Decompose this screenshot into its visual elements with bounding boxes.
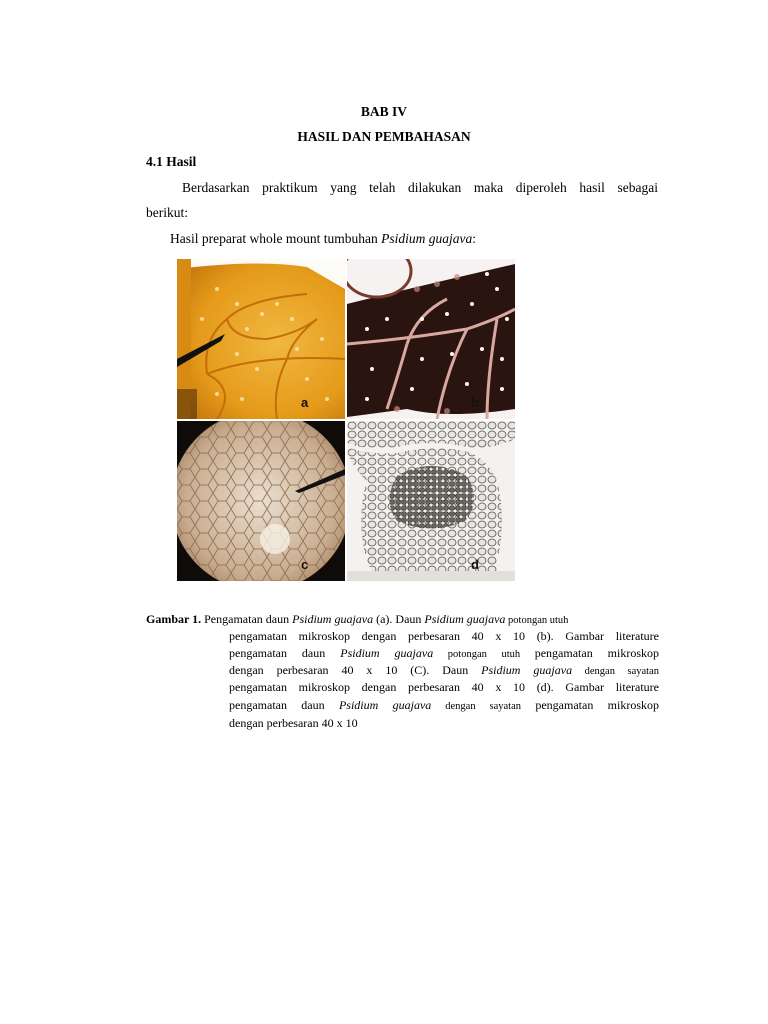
caption-species: Psidium guajava [481,663,573,677]
figure-panel-d [347,421,515,581]
caption-text: pengamatan daun [229,646,341,660]
intro-species: Psidium guajava [381,231,473,246]
chapter-title: HASIL DAN PEMBAHASAN [297,129,471,144]
paragraph-line-2: berikut: [146,205,188,220]
caption-line-2: pengamatan mikroskop dengan perbesaran 40 x 10 (b). Gambar literature [229,629,659,643]
caption-small-text: dengan sayatan [572,666,659,677]
panel-label-b: b [471,395,479,410]
caption-species: Psidium guajava [292,612,374,626]
caption-species: Psidium guajava [340,646,434,660]
chapter-number: BAB IV [360,104,408,119]
figure-panel-b [347,259,515,419]
figure-panel-a [177,259,345,419]
caption-text: pengamatan mikroskop [534,646,659,660]
caption-text: Pengamatan daun [201,612,293,626]
caption-line-5: pengamatan mikroskop dengan perbesaran 40 x 10 (d). Gambar literature [229,680,659,694]
caption-text: dengan perbesaran 40 x 10 (C). Daun [229,663,482,677]
panel-label-c: c [301,557,309,572]
caption-text: pengamatan mikroskop [521,698,659,712]
intro-text: Hasil preparat whole mount tumbuhan [170,231,382,246]
caption-line-4 [229,663,659,678]
section-heading: 4.1 Hasil [146,154,197,169]
caption-small-text: dengan sayatan [431,701,522,712]
leaf-image-b [347,259,515,419]
caption-species: Psidium guajava [338,698,432,712]
section-image-d [347,421,515,581]
caption-text: (a). Daun [373,612,425,626]
caption-line-3 [229,646,659,661]
intro-end: : [472,231,476,246]
caption-species: Psidium guajava [424,612,506,626]
figure-panel-c [177,421,345,581]
caption-line-1 [146,612,659,627]
intro-line [170,231,476,247]
paragraph-line-1: Berdasarkan praktikum yang telah dilakukan maka diperoleh hasil sebagai [182,180,658,195]
panel-label-d: d [471,557,479,572]
leaf-image-a [177,259,345,419]
panel-label-a: a [301,395,309,410]
micro-image-c [177,421,345,581]
caption-prefix: Gambar 1. [146,612,202,626]
caption-line-6 [229,698,659,713]
caption-line-7: dengan perbesaran 40 x 10 [229,716,358,730]
caption-small-text: potongan utuh [433,649,535,660]
caption-text: pengamatan daun [229,698,339,712]
caption-small-text: potongan utuh [505,615,569,626]
